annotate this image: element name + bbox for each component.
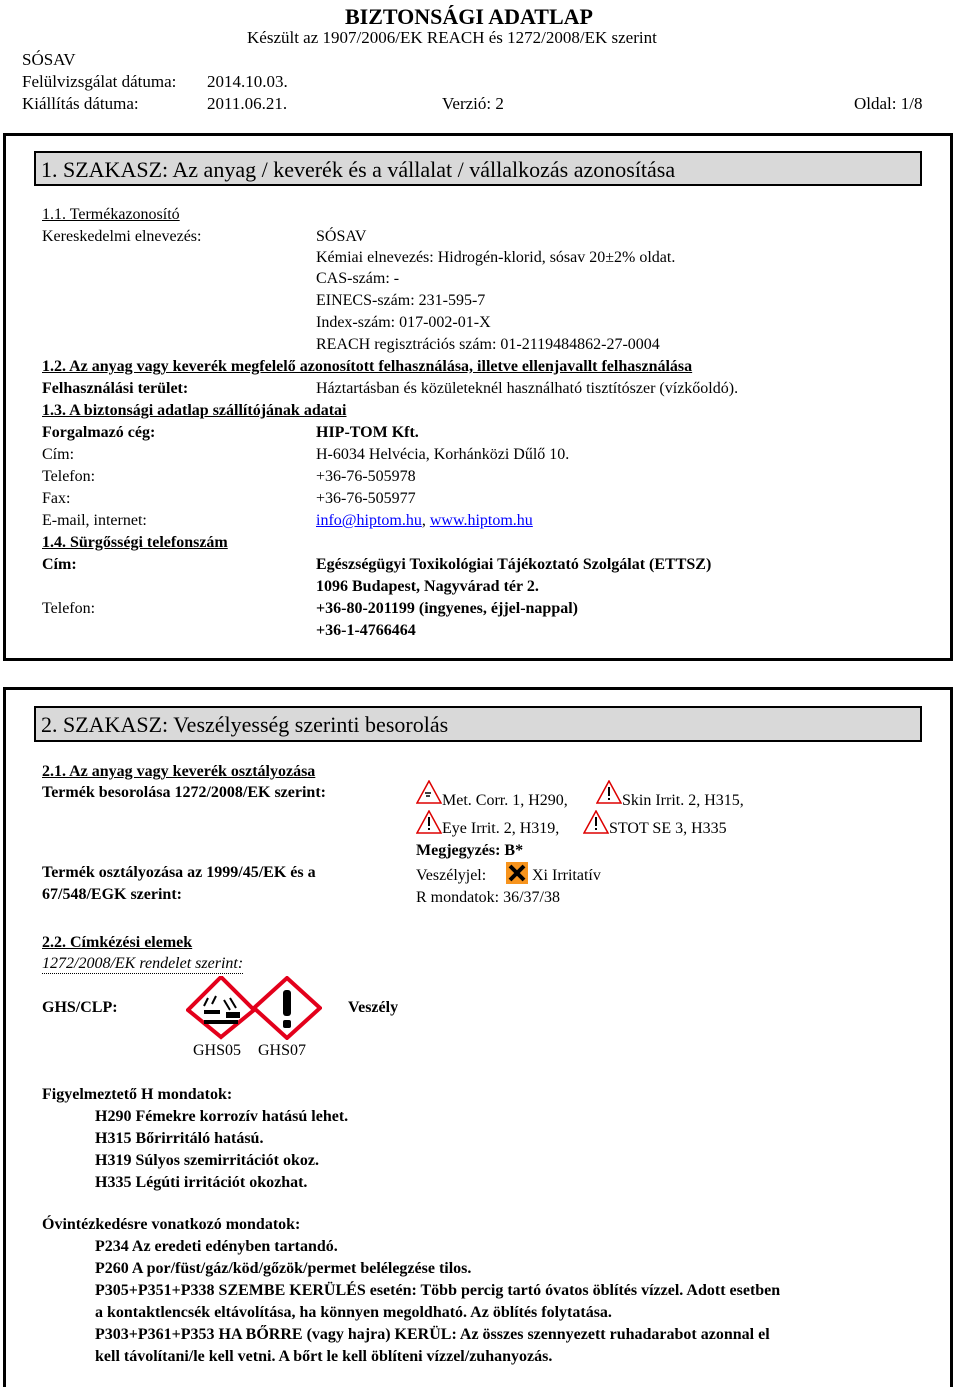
trade-name: SÓSAV [316,228,367,245]
cas-number: CAS-szám: - [316,270,400,287]
signal-word: Veszély [348,999,399,1016]
document-subtitle: Készült az 1907/2006/EK REACH és 1272/2008/EK szerint [247,28,657,47]
h-statement: H290 Fémekre korrozív hatású lehet. [95,1108,349,1125]
ghs-label: GHS/CLP: [42,999,118,1016]
einecs-number: EINECS-szám: 231-595-7 [316,292,486,309]
distributor-label: Forgalmazó cég: [42,424,156,441]
revision-date: 2014.10.03. [207,72,288,91]
header-product: SÓSAV [22,50,76,69]
pictogram-label-ghs07: GHS07 [258,1042,307,1059]
p-statement: kell távolítani/le kell vetni. A bőrt le kell öblíteni vízzel/zuhanyozás. [95,1348,553,1365]
issue-date: 2011.06.21. [207,94,288,113]
regulation-label: 1272/2008/EK rendelet szerint: [42,955,244,972]
pictogram-label-ghs05: GHS05 [193,1042,242,1059]
ghs05-corrosion-icon [186,976,256,1040]
dsd-label-line1: Termék osztályozása az 1999/45/EK és a [42,864,316,881]
emergency-service: Egészségügyi Toxikológiai Tájékoztató Szolgálat (ETTSZ) [316,556,712,573]
address: H-6034 Helvécia, Korhánközi Dűlő 10. [316,446,570,463]
chemical-name: Kémiai elnevezés: Hidrogén-klorid, sósav 20±2% oldat. [316,249,676,266]
class-skin-irrit: Skin Irrit. 2, H315, [622,792,744,809]
email-link[interactable]: info@hiptom.hu [316,512,422,529]
s12-title: 1.2. Az anyag vagy keverék megfelelő azonosított felhasználása, illetve ellenjavallt felhasználása [42,358,693,375]
s13-title: 1.3. A biztonsági adatlap szállítójának adatai [42,402,347,419]
clp-classification-label: Termék besorolása 1272/2008/EK szerint: [42,784,326,801]
p-statement: P234 Az eredeti edényben tartandó. [95,1238,338,1255]
emergency-address: 1096 Budapest, Nagyvárad tér 2. [316,578,539,595]
reach-number: REACH regisztrációs szám: 01-2119484862-27-0004 [316,336,660,353]
page-number: Oldal: 1/8 [854,94,923,113]
exclamation-icon [596,780,622,804]
h-statement: H319 Súlyos szemirritációt okoz. [95,1152,319,1169]
phone-label: Telefon: [42,468,96,485]
version: Verzió: 2 [442,94,504,113]
emergency-phone-2: +36-1-4766464 [316,622,416,639]
p-statement: P303+P361+P353 HA BŐRRE (vagy hajra) KERÜL: Az összes szennyezett ruhadarabot azonnal el [95,1326,770,1343]
trade-name-label: Kereskedelmi elnevezés: [42,228,202,245]
emergency-address-label: Cím: [42,556,77,573]
document-title: BIZTONSÁGI ADATLAP [345,4,593,29]
xi-irritant-icon [506,862,528,884]
class-met-corr: Met. Corr. 1, H290, [442,792,568,809]
phone: +36-76-505978 [316,468,416,485]
dsd-label-line2: 67/548/EGK szerint: [42,886,182,903]
revision-label: Felülvizsgálat dátuma: [22,72,177,91]
classification-note: Megjegyzés: B* [416,842,524,859]
h-statement: H335 Légúti irritációt okozhat. [95,1174,308,1191]
distributor: HIP-TOM Kft. [316,424,419,441]
symbol-label: Veszélyjel: [416,867,487,884]
index-number: Index-szám: 017-002-01-X [316,314,491,331]
p-statements-title: Óvintézkedésre vonatkozó mondatok: [42,1216,301,1233]
h-statements-title: Figyelmeztető H mondatok: [42,1086,233,1103]
exclamation-icon [583,810,609,834]
p-statement: P260 A por/füst/gáz/köd/gőzök/permet belélegzése tilos. [95,1260,472,1277]
use-label: Felhasználási terület: [42,380,189,397]
fax: +36-76-505977 [316,490,416,507]
ghs07-exclamation-icon [252,976,322,1040]
symbol-value: Xi Irritatív [532,867,601,884]
h-statement: H315 Bőrirritáló hatású. [95,1130,264,1147]
s11-title: 1.1. Termékazonosító [42,206,180,223]
corrosion-icon [416,780,442,804]
fax-label: Fax: [42,490,71,507]
issue-label: Kiállítás dátuma: [22,94,139,113]
email-label: E-mail, internet: [42,512,147,529]
section-2-heading: 2. SZAKASZ: Veszélyesség szerinti besorolás [34,706,922,742]
s14-title: 1.4. Sürgősségi telefonszám [42,534,228,551]
emergency-phone-1: +36-80-201199 (ingyenes, éjjel-nappal) [316,600,578,617]
r-phrases: R mondatok: 36/37/38 [416,889,560,906]
address-label: Cím: [42,446,75,463]
exclamation-icon [416,810,442,834]
p-statement: a kontaktlencsék eltávolítása, ha könnyen megoldható. Az öblítés folytatása. [95,1304,612,1321]
s22-title: 2.2. Címkézési elemek [42,934,193,951]
use-value: Háztartásban és közületeknél használható tisztítószer (vízkőoldó). [316,380,739,397]
s21-title: 2.1. Az anyag vagy keverék osztályozása [42,763,316,780]
link-separator: , [421,512,426,529]
section-1-heading: 1. SZAKASZ: Az anyag / keverék és a vállalat / vállalkozás azonosítása [34,151,922,186]
website-link[interactable]: www.hiptom.hu [429,512,533,529]
emergency-phone-label: Telefon: [42,600,96,617]
class-eye-irrit: Eye Irrit. 2, H319, [442,820,560,837]
contact-links [316,512,533,530]
class-stot: STOT SE 3, H335 [609,820,727,837]
p-statement: P305+P351+P338 SZEMBE KERÜLÉS esetén: Több percig tartó óvatos öblítés vízzel. Adott esetben [95,1282,781,1299]
